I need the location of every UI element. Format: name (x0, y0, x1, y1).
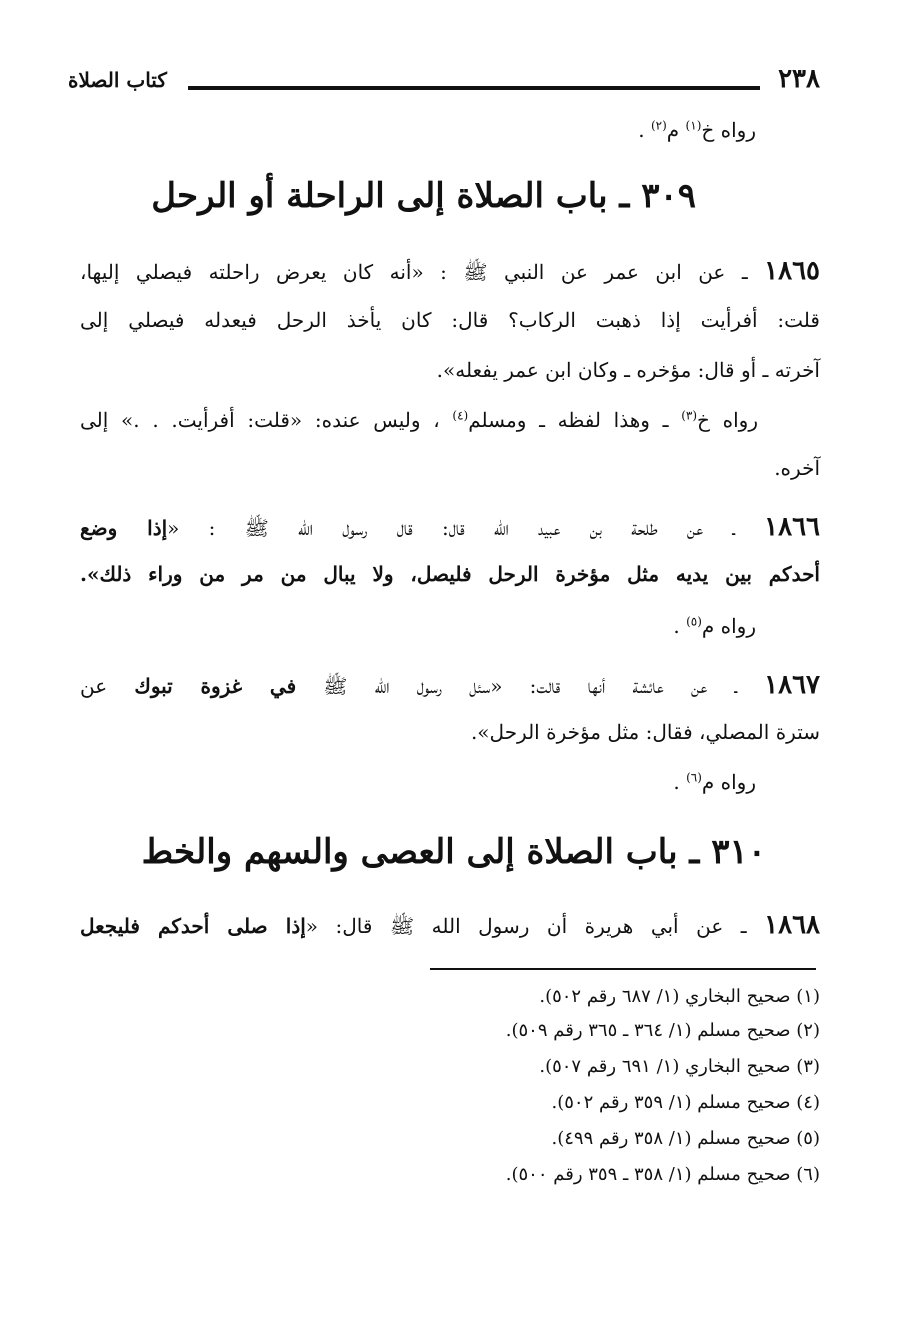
hadith-number: ١٨٦٨ (764, 910, 820, 940)
footnote-6: (٦) صحيح مسلم (١/ ٣٥٨ ـ ٣٥٩ رقم ٥٠٠). (505, 1164, 820, 1185)
page-header (68, 64, 820, 98)
hadith-1865-riwaya-end: آخره. (774, 456, 820, 480)
footnote-4: (٤) صحيح مسلم (١/ ٣٥٩ رقم ٥٠٢). (551, 1092, 820, 1113)
hadith-1866-line-2: أحدكم بين يديه مثل مؤخرة الرحل فليصل، ولا يبال من مر من وراء ذلك». (80, 562, 820, 586)
footnote-2: (٢) صحيح مسلم (١/ ٣٦٤ ـ ٣٦٥ رقم ٥٠٩). (505, 1020, 820, 1041)
hadith-1866-line-1: ١٨٦٦ ـ عن طلحة بن عبيد الله قال: قال رسول الله ﷺ : «إذا وضع (80, 512, 820, 542)
footnote-3: (٣) صحيح البخاري (١/ ٦٩١ رقم ٥٠٧). (539, 1056, 820, 1077)
footnote-1: (١) صحيح البخاري (١/ ٦٨٧ رقم ٥٠٢). (539, 986, 820, 1007)
hadith-1865-line-3: آخرته ـ أو قال: مؤخره ـ وكان ابن عمر يفعله». (436, 358, 820, 382)
hadith-number: ١٨٦٥ (764, 256, 820, 286)
hadith-1867-line-2: سترة المصلي، فقال: مثل مؤخرة الرحل». (470, 720, 820, 744)
page-number: ٢٣٨ (778, 64, 820, 94)
footnote-separator (430, 968, 816, 970)
hadith-1865-line-2: قلت: أفرأيت إذا ذهبت الركاب؟ قال: كان يأخذ الرحل فيعدله فيصلي إلى (80, 308, 820, 332)
hadith-1866-riwaya: رواه م$^{(٥)}$ . (673, 614, 756, 638)
hadith-1865-line-1: ١٨٦٥ ـ عن ابن عمر عن النبي ﷺ : «أنه كان يعرض راحلته فيصلي إليها، (80, 256, 820, 286)
hadith-number: ١٨٦٦ (764, 512, 820, 542)
hadith-number: ١٨٦٧ (764, 670, 820, 700)
hadith-1865-riwaya: رواه خ$^{(٣)}$ ـ وهذا لفظه ـ ومسلم$^{(٤)}$ ، وليس عنده: «قلت: أفرأيت. . .» إلى (80, 408, 758, 432)
book-title: كتاب الصلاة (68, 68, 167, 92)
footnote-5: (٥) صحيح مسلم (١/ ٣٥٨ رقم ٤٩٩). (551, 1128, 820, 1149)
section-heading-310: ٣١٠ ـ باب الصلاة إلى العصى والسهم والخط (141, 832, 766, 872)
top-riwaya: رواه خ$^{(١)}$ م$^{(٢)}$ . (638, 118, 756, 142)
hadith-1867-line-1: ١٨٦٧ ـ عن عائشة أنها قالت: «سئل رسول الله ﷺ في غزوة تبوك عن (80, 670, 820, 700)
hadith-1867-riwaya: رواه م$^{(٦)}$ . (673, 770, 756, 794)
section-heading-309: ٣٠٩ ـ باب الصلاة إلى الراحلة أو الرحل (151, 176, 696, 216)
header-rule (188, 86, 760, 90)
hadith-1868-line-1: ١٨٦٨ ـ عن أبي هريرة أن رسول الله ﷺ قال: «إذا صلى أحدكم فليجعل (80, 910, 820, 940)
